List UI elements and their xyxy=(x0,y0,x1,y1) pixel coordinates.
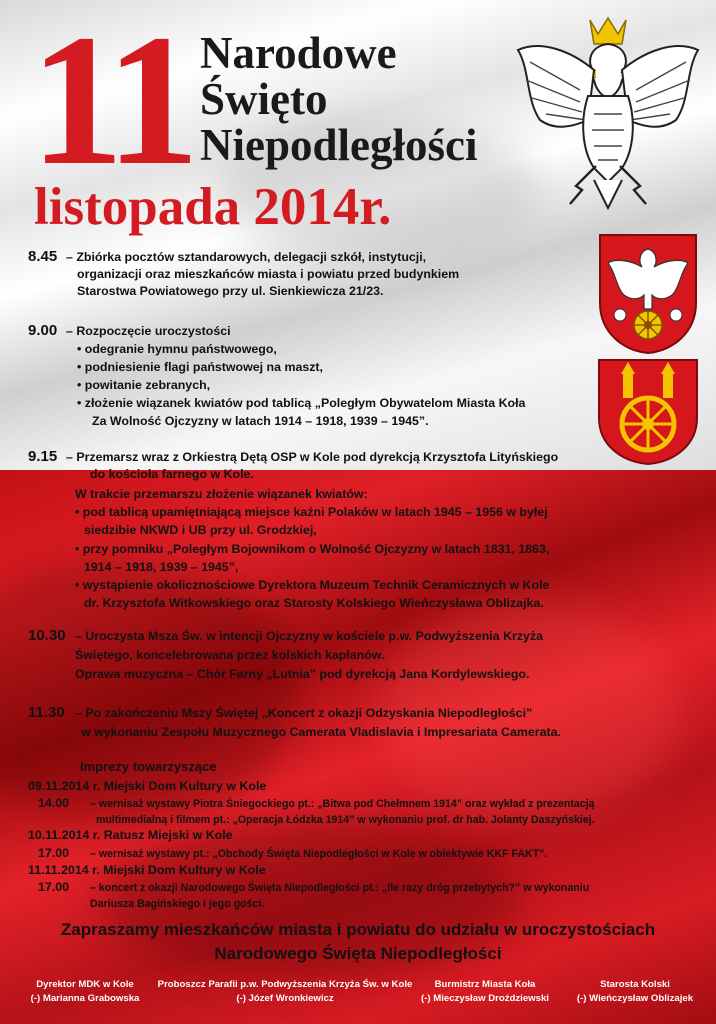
schedule-text-line: w wykonaniu Zespołu Muzycznego Camerata Vladislavia i Impresariata Camerata. xyxy=(81,725,561,739)
city-coat-of-arms-icon xyxy=(598,233,698,355)
schedule-text-line: 1914 – 1918, 1939 – 1945”, xyxy=(84,560,239,574)
signature-block xyxy=(560,978,710,1006)
schedule-time: 9.15 xyxy=(28,448,58,465)
event-text-line: – wernisaż wystawy pt.: „Obchody Święta Niepodległości w Kole w obiektywie KKF FAKT”. xyxy=(90,848,548,860)
schedule-text-line: – Rozpoczęcie uroczystości xyxy=(66,324,231,338)
schedule-text-line: • powitanie zebranych, xyxy=(77,378,211,392)
signature-role: Dyrektor MDK w Kole xyxy=(36,979,134,990)
schedule-text-line: do kościoła farnego w Kole. xyxy=(90,467,254,481)
title-line-2: Święto xyxy=(200,74,328,124)
title-line-1: Narodowe xyxy=(200,28,397,78)
schedule-text-line: Starostwa Powiatowego przy ul. Sienkiewicza 21/23. xyxy=(77,284,384,298)
schedule-time: 9.00 xyxy=(28,322,58,339)
signature-role: Proboszcz Parafii p.w. Podwyższenia Krzyża Św. w Kole xyxy=(157,979,413,990)
signature-name: (-) Wieńczysław Oblizajek xyxy=(576,993,694,1004)
schedule-time: 10.30 xyxy=(28,627,66,644)
signature-block xyxy=(150,978,420,1006)
event-text-line: – koncert z okazji Narodowego Święta Niepodległości pt.: „Ile razy dróg przebytych?” w wykonaniu xyxy=(90,882,590,894)
signature-name: (-) Mieczysław Droździewski xyxy=(421,993,549,1004)
schedule-text-line: Świętego, koncelebrowana przez kolskich kapłanów. xyxy=(75,648,385,662)
invitation-line-2: Narodowego Święta Niepodległości xyxy=(214,944,502,963)
schedule-text-line: W trakcie przemarszu złożenie wiązanek kwiatów: xyxy=(75,487,368,501)
schedule-text-line: – Uroczysta Msza Św. w intencji Ojczyzny w kościele p.w. Podwyższenia Krzyża xyxy=(75,629,544,643)
event-text-line: multimedialną i filmem pt.: „Operacja Łódzka 1914” w wykonaniu prof. dr hab. Jolanty Daszyńskiej. xyxy=(96,814,595,826)
month-year: listopada 2014r. xyxy=(34,178,392,236)
event-date: 11.11.2014 r. Miejski Dom Kultury w Kole xyxy=(28,863,266,877)
event-text-line: Dariusza Bagińskiego i jego gości. xyxy=(90,898,265,910)
schedule-text-line: organizacji oraz mieszkańców miasta i powiatu przed budynkiem xyxy=(77,267,460,281)
title-line-3: Niepodległości xyxy=(200,120,478,170)
schedule-time: 8.45 xyxy=(28,248,58,265)
polish-eagle-icon xyxy=(510,10,706,210)
schedule-text-line: Oprawa muzyczna – Chór Farny „Lutnia” pod dyrekcją Jana Kordylewskiego. xyxy=(75,667,530,681)
signature-name: (-) Marianna Grabowska xyxy=(30,993,140,1004)
schedule-text-line: – Po zakończeniu Mszy Świętej „Koncert z okazji Odzyskania Niepodległości” xyxy=(75,706,533,720)
schedule-item-1030 xyxy=(28,627,628,687)
schedule-text-line: • przy pomniku „Poległym Bojownikom o Wolność Ojczyzny w latach 1831, 1863, xyxy=(75,542,550,556)
schedule-item-0900 xyxy=(28,322,608,432)
schedule-text-line: • odegranie hymnu państwowego, xyxy=(77,342,277,356)
schedule-item-0915 xyxy=(28,448,618,608)
event-date: 09.11.2014 r. Miejski Dom Kultury w Kole xyxy=(28,779,267,793)
schedule-text-line: – Zbiórka pocztów sztandarowych, delegacji szkół, instytucji, xyxy=(66,250,427,264)
day-number: 11 xyxy=(30,0,192,204)
schedule-time: 11.30 xyxy=(28,704,65,721)
signature-role: Burmistrz Miasta Koła xyxy=(434,979,536,990)
event-time: 14.00 xyxy=(38,796,70,810)
schedule-item-0845 xyxy=(28,248,588,308)
signature-block xyxy=(10,978,160,1006)
invitation-line-1: Zapraszamy mieszkańców miasta i powiatu do udziału w uroczystościach xyxy=(60,920,656,939)
schedule-text-line: • wystąpienie okolicznościowe Dyrektora Muzeum Technik Ceramicznych w Kole xyxy=(75,578,550,592)
schedule-text-line: • podniesienie flagi państwowej na maszt, xyxy=(77,360,324,374)
schedule-text-line: • pod tablicą upamiętniającą miejsce kaźni Polaków w latach 1945 – 1956 w byłej xyxy=(75,505,548,519)
signature-name: (-) Józef Wronkiewicz xyxy=(236,993,334,1004)
title-block xyxy=(200,30,478,168)
events-heading: Imprezy towarzyszące xyxy=(80,759,217,774)
event-time: 17.00 xyxy=(38,846,70,860)
schedule-text-line: siedzibie NKWD i UB przy ul. Grodzkiej, xyxy=(84,523,317,537)
event-date: 10.11.2014 r. Ratusz Miejski w Kole xyxy=(28,828,233,842)
event-time: 17.00 xyxy=(38,880,70,894)
schedule-item-1130 xyxy=(28,704,668,744)
signature-block xyxy=(405,978,565,1006)
event-text-line: – wernisaż wystawy Piotra Śniegockiego pt.: „Bitwa pod Chełmnem 1914” oraz wykład z prezentacją xyxy=(90,798,595,810)
schedule-text-line: dr. Krzysztofa Witkowskiego oraz Starosty Kolskiego Wieńczysława Oblizajka. xyxy=(84,596,544,610)
schedule-text-line: • złożenie wiązanek kwiatów pod tablicą „Poległym Obywatelom Miasta Koła xyxy=(77,396,526,410)
schedule-text-line: – Przemarsz wraz z Orkiestrą Dętą OSP w Kole pod dyrekcją Krzysztofa Lityńskiego xyxy=(66,450,559,464)
accompanying-events xyxy=(28,759,688,909)
schedule-text-line: Za Wolność Ojczyzny w latach 1914 – 1918, 1939 – 1945”. xyxy=(92,414,429,428)
signature-role: Starosta Kolski xyxy=(600,979,670,990)
